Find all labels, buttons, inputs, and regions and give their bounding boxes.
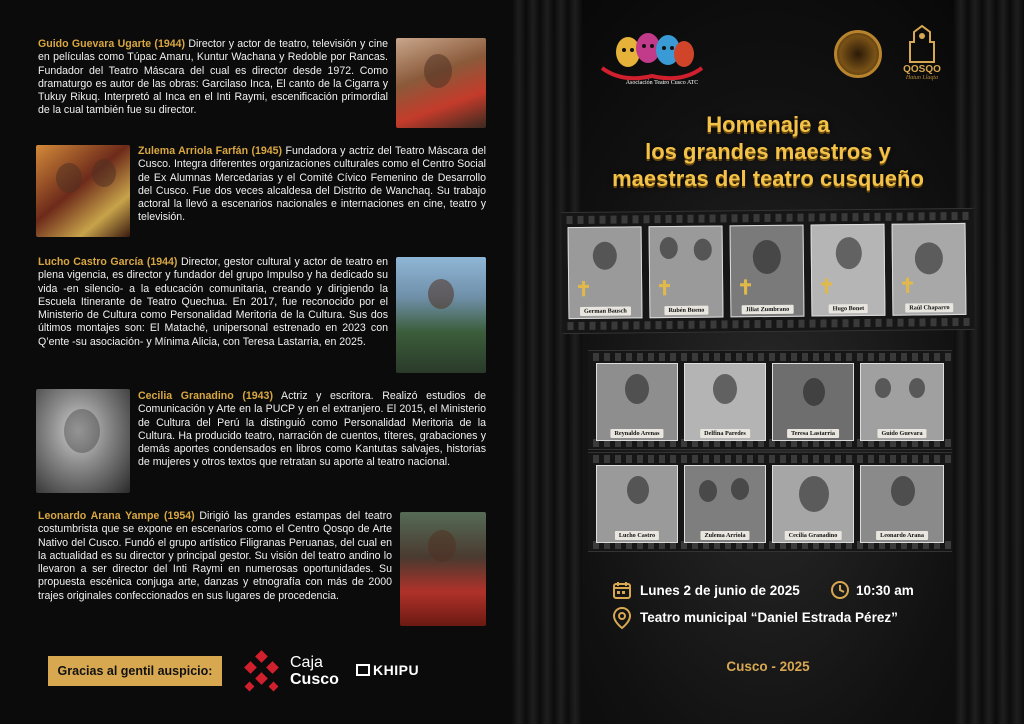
curtain-left bbox=[512, 0, 582, 724]
honoree-frame bbox=[596, 363, 678, 441]
caja-line2: Cusco bbox=[290, 671, 339, 688]
caja-cusco-wordmark bbox=[290, 654, 339, 688]
honorees-film-strip-1 bbox=[588, 350, 952, 450]
inca-seal-icon bbox=[834, 30, 882, 78]
calendar-icon bbox=[612, 580, 632, 600]
qosqo-text: QOSQO bbox=[903, 64, 941, 75]
honoree-frame bbox=[684, 363, 766, 441]
atc-caption: Asociación Teatro Cusco ATC bbox=[625, 80, 699, 86]
honoree-name: Guido Guevara bbox=[877, 429, 926, 438]
location-pin-icon bbox=[612, 606, 632, 630]
caja-cusco-logo-icon bbox=[240, 650, 290, 694]
honoree-frame bbox=[772, 465, 854, 543]
bio-cecilia bbox=[138, 390, 486, 470]
event-venue: Teatro municipal “Daniel Estrada Pérez” bbox=[640, 610, 898, 625]
cross-icon: ✝ bbox=[656, 277, 674, 301]
photo-zulema-arriola bbox=[36, 145, 130, 237]
honoree-frame bbox=[772, 363, 854, 441]
honoree-name: Reynaldo Arenas bbox=[610, 429, 663, 438]
bio-name: Guido Guevara Ugarte (1944) bbox=[38, 38, 186, 50]
memorial-frame bbox=[568, 226, 643, 319]
memorial-frame bbox=[730, 225, 805, 318]
bio-lucho bbox=[38, 256, 388, 349]
honoree-name: Cecilia Granadino bbox=[785, 531, 842, 540]
bio-leonardo bbox=[38, 510, 392, 603]
bio-name: Zulema Arriola Farfán (1945) bbox=[138, 145, 283, 157]
sponsor-label: Gracias al gentil auspicio: bbox=[48, 656, 222, 686]
bio-text: Actriz y escritora. Realizó estudios de Comunicación y Arte en la PUCP y en el extranjero. El 2015, el Ministerio de Cultura del Perú la distinguió como Personalidad Meritoria de la Cultura. Ha producido teatro, narración de cuentos, títeres, grabaciones y demás aportes condensados en libros como Kantutas salvajes, historias de mujeres y otros textos que retratan su aporte al teatro nacional. bbox=[138, 390, 486, 469]
bio-name: Leonardo Arana Yampe (1954) bbox=[38, 510, 195, 522]
honoree-frame bbox=[860, 363, 944, 441]
event-date: Lunes 2 de junio de 2025 bbox=[640, 583, 800, 598]
title-line3: maestras del teatro cusqueño bbox=[612, 166, 924, 191]
cross-icon: ✝ bbox=[899, 275, 917, 298]
khipu-logo bbox=[356, 662, 419, 678]
photo-lucho-castro bbox=[396, 257, 486, 373]
honoree-name: Zulema Arriola bbox=[700, 531, 749, 540]
bio-text: Director y actor de teatro, televisión y cine en películas como Túpac Amaru, Kuntur Wachana y Redoble por Rancas. Fundador del Teatro Máscara del cual es director desde 1972. Como dramaturgo es autor de las obras: Garcilaso Inca, El canto de la Cigarra y Tukuy Rikuq. Interpretó al Inca en el Inti Raymi, escenificación primordial de la cual también fue su director. bbox=[38, 38, 388, 117]
photo-guido-guevara bbox=[396, 38, 486, 128]
memorial-name: Rubén Bueno bbox=[664, 306, 708, 315]
memorial-film-strip bbox=[561, 208, 974, 334]
curtain-right bbox=[954, 0, 1024, 724]
cross-icon: ✝ bbox=[818, 276, 836, 299]
memorial-frame bbox=[892, 223, 967, 316]
bio-text: Director, gestor cultural y actor de teatro en plena vigencia, es director y fundador del grupo Impulso y ha dedicado su vida -en silencio- a la educación comunitaria, creando y dirigiendo la Escuela Itinerante de Teatro Quechua. En 2017, fue reconocido por el Ministerio de Cultura como Personalidad Meritoria de la Cultura. Sus dos últimos montajes son: El Mataché, unipersonal estrenado en 2023 con Q’ente -su asociación- y Mínima Alicia, con Teresa Lastarria, en 2025. bbox=[38, 256, 389, 348]
photo-cecilia-granadino bbox=[36, 389, 130, 493]
honoree-frame bbox=[684, 465, 766, 543]
bio-name: Lucho Castro García (1944) bbox=[38, 256, 178, 268]
title-line1: Homenaje a bbox=[706, 112, 830, 137]
honoree-name: Leonardo Arana bbox=[876, 531, 928, 540]
bio-text: Fundadora y actriz del Teatro Máscara del Cusco. Integra diferentes organizaciones culturales como el Centro Social de Ex Alumnas Mercedarias y el Comité Cívico Femenino de Desarrollo del Cusco. Fue dos veces alcaldesa del Distrito de Wanchaq. Su trabajo actoral la llevó a escenarios nacionales e internaciones en cine, teatro y televisión. bbox=[138, 145, 486, 224]
bio-text: Dirigió las grandes estampas del teatro costumbrista que se expone en escenarios como el Centro Qosqo de Arte Nativo del Cusco. Fundó el grupo artístico Filigranas Peruanas, del cual en la actualidad es su director y principal gestor. Su visión del teatro andino lo llevaron a ser director del Inti Raymi en numerosas oportunidades. Su propuesta escénica conjuga arte, danzas y etnografía con más de 2000 trajes originales confeccionados en sus lugares de procedencia. bbox=[38, 510, 392, 602]
honorees-film-strip-2 bbox=[588, 452, 952, 552]
memorial-name: Raúl Chaparro bbox=[905, 303, 953, 313]
cross-icon: ✝ bbox=[737, 277, 755, 300]
bio-guido bbox=[38, 38, 388, 118]
clock-icon bbox=[830, 580, 850, 600]
event-time: 10:30 am bbox=[856, 583, 914, 598]
khipu-text: KHIPU bbox=[373, 662, 420, 678]
memorial-name: Hugo Bonet bbox=[829, 304, 869, 313]
honoree-name: Delfina Paredes bbox=[700, 429, 750, 438]
honoree-frame bbox=[860, 465, 944, 543]
honoree-name: Lucho Castro bbox=[615, 531, 659, 540]
memorial-name: German Bausch bbox=[580, 306, 631, 316]
poster-panel bbox=[512, 0, 1024, 724]
footer-city-year: Cusco - 2025 bbox=[726, 659, 810, 674]
memorial-frame bbox=[649, 225, 724, 318]
memorial-name: Jiliat Zumbrano bbox=[742, 305, 794, 315]
caja-line1: Caja bbox=[290, 654, 323, 671]
memorial-frame bbox=[811, 224, 886, 317]
honoree-name: Teresa Lastarria bbox=[787, 429, 839, 438]
title-line2: los grandes maestros y bbox=[645, 139, 891, 164]
bio-name: Cecilia Granadino (1943) bbox=[138, 390, 273, 402]
khipu-icon bbox=[356, 664, 370, 676]
qosqo-sub: Hatun Llaqta bbox=[905, 75, 939, 81]
photo-leonardo-arana bbox=[400, 512, 486, 626]
honoree-frame bbox=[596, 465, 678, 543]
bio-zulema bbox=[138, 145, 486, 225]
cross-icon: ✝ bbox=[575, 278, 593, 302]
